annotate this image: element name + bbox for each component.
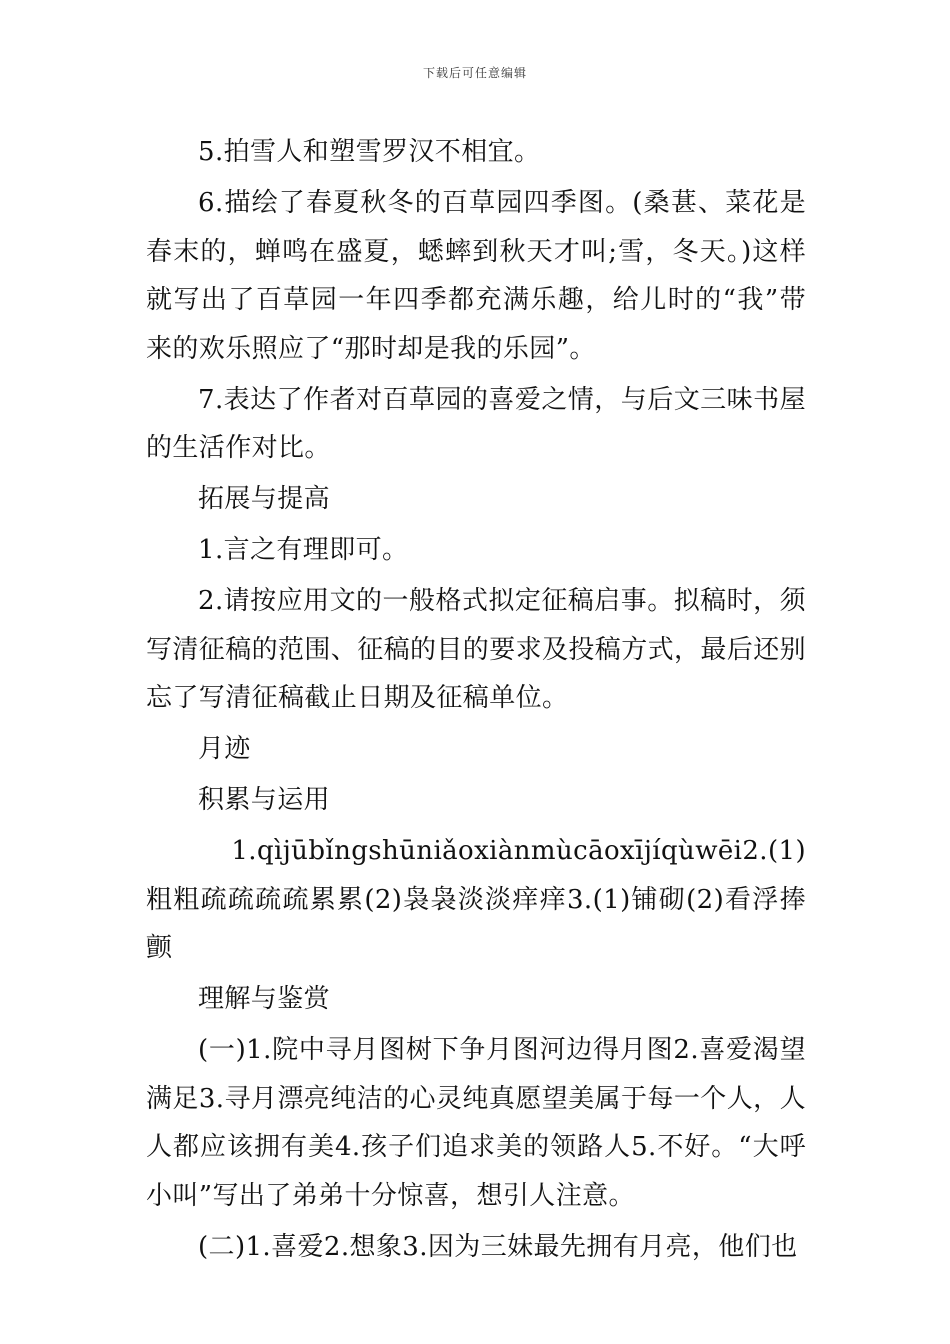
paragraph-accumulation-answers: 1.qìjūbǐngshūniǎoxiànmùcāoxījíqùwēi2.(1)粗粗疏疏疏疏累累(2)袅袅淡淡痒痒3.(1)铺砌(2)看浮捧颤 [146,836,806,963]
section-heading-appreciation: 理解与鉴赏 [198,984,331,1014]
section-heading-extension: 拓展与提高 [198,484,331,514]
page-header: 下载后可任意编辑 [422,66,527,80]
lesson-title: 月迹 [198,734,251,764]
paragraph-part-two: (二)1.喜爱2.想象3.因为三妹最先拥有月亮，他们也 [198,1231,798,1262]
section-heading-accumulation: 积累与运用 [198,785,331,815]
paragraph-extension-2: 2.请按应用文的一般格式拟定征稿启事。拟稿时，须写清征稿的范围、征稿的目的要求及投稿方式，最后还别忘了写清征稿截止日期及征稿单位。 [146,586,807,713]
paragraph-answer-7: 7.表达了作者对百草园的喜爱之情，与后文三味书屋的生活作对比。 [146,384,806,463]
paragraph-extension-1: 1.言之有理即可。 [198,535,409,565]
paragraph-part-one: (一)1.院中寻月图树下争月图河边得月图2.喜爱渴望满足3.寻月漂亮纯洁的心灵纯真愿望美属于每一个人，人人都应该拥有美4.孩子们追求美的领路人5.不好。“大呼小叫”写出了弟弟十分惊喜，想引人注意。 [146,1035,806,1211]
document-body [146,128,806,1274]
paragraph-answer-5: 5.拍雪人和塑雪罗汉不相宜。 [198,137,541,167]
paragraph-answer-6: 6.描绘了春夏秋冬的百草园四季图。(桑葚、菜花是春末的，蝉鸣在盛夏，蟋蟀到秋天才叫;雪，冬天。)这样就写出了百草园一年四季都充满乐趣，给儿时的“我”带来的欢乐照应了“那时却是我的乐园”。 [146,188,806,364]
